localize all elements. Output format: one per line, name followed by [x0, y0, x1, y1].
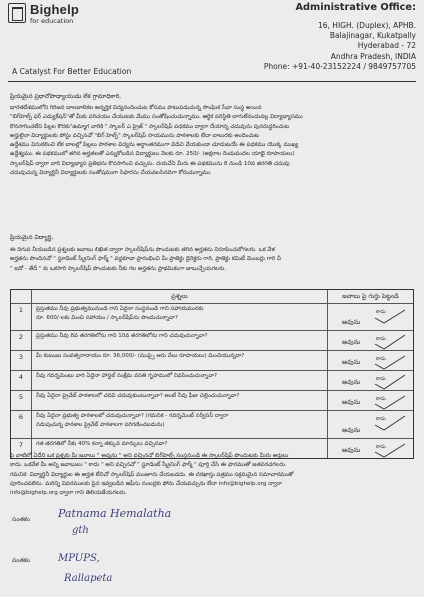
question-number: 4: [11, 371, 32, 390]
answer-no-option: కాదు: [376, 416, 386, 422]
paragraph-line: భారతదేశములోని గిరిజన బాలబాలికల అన్నర్హిక విద్యనందించుట కోసము పాటుపడుచున్న సొంఘిక సేవా సంస్థ అయిన: [10, 105, 262, 111]
handwritten-place-name: Rallapeta: [64, 573, 113, 584]
checkmark-icon: [372, 331, 408, 351]
question-line: నీవు గవర్నమెంటు వారి ఏదైనా హాస్టల్ సంక్షేమ వసతి గృహములో నివసించుచున్నావా?: [36, 373, 217, 379]
intro-paragraph: [10, 104, 414, 178]
paragraph-line: అర్హతను పొందినచో " స్టూడెంట్ స్క్రీనింగ్ ఫార్మ్ " వద్దకూడా ప్రారంభించి మీ ప్రాజెక్టు డైరెక్టరు గారి, ప్రాజెక్టు కమిటీ మెంబర్లు గారి వీ: [10, 256, 281, 263]
answer-cell[interactable]: [328, 331, 413, 350]
table-row: [11, 350, 413, 370]
book-logo-icon: [8, 3, 26, 23]
answer-no-option: కాదు: [376, 444, 386, 450]
checkmark-icon: [372, 411, 408, 431]
paragraph-line: కొనసాగించలేని పిల్లల కొరకు"ఉమ్మాగ వారికి " స్కాలర్ ఎ ప్రైజ్ " స్కాలర్‌షిప్ పధకము ద్వారా దేయాన్న చదువును పునరుద్ధరించుట: [10, 123, 290, 130]
answer-yes-option: అవును: [342, 398, 361, 406]
answer-yes-option: అవును: [342, 426, 361, 434]
handwritten-signature: Patnama Hemalatha: [58, 507, 172, 520]
question-number: 3: [11, 351, 32, 370]
answer-no-option: కాదు: [376, 396, 386, 402]
salutation-principal: ప్రియమైన ప్రధానోపాధ్యాయుడు లేక గ్రామాధికారి,: [10, 93, 122, 100]
handwritten-signature-initials: gth: [72, 525, 89, 536]
office-address-block: [226, 2, 416, 72]
paragraph-line: ఉద్దేశ్యము. ఈ పథకములో తగిన అర్హతలతో ఎన్నుకోబడిన విద్యార్థులు నెలకు రూ. 250/- (అక్షరాల రెండువందల యాభై రూపాయలు): [10, 151, 295, 158]
answer-cell[interactable]: [328, 411, 413, 438]
answer-yes-option: అవును: [342, 358, 361, 366]
answer-cell[interactable]: [328, 371, 413, 390]
table-row: [11, 303, 413, 330]
answer-yes-option: అవును: [342, 338, 361, 346]
signature-label: సంతకం: [12, 516, 31, 523]
logo-title: Bighelp: [30, 2, 80, 17]
question-number: 2: [11, 331, 32, 350]
note-paragraph: [10, 452, 414, 498]
question-text: [32, 371, 328, 390]
tagline: A Catalyst For Better Education: [12, 67, 132, 76]
salutation-student: ప్రియమైన విద్యార్థి,: [10, 234, 54, 241]
table-row: [11, 390, 413, 410]
question-number: 5: [11, 391, 32, 410]
table-header-questions: ప్రశ్నలు: [32, 290, 328, 303]
paragraph-line: అర్హులైనా విద్యార్థులకు పోస్టు వచ్చినచో "బిగ్ హెల్ప్" స్కాలర్‌షిప్ సాయమును పాఠశాలకు లేదా బాలురకు అందించుట: [10, 132, 259, 139]
paragraph-line: కాదు. ఒకవేళ మీ అన్ని జవాబులు " కాదు " అని వచ్చినచో " స్టూడెంట్ స్క్రీనింగ్ ఫార్మ్ " పూర్తి చేసి ఈ ఫారముతో జతపరచగలరు.: [10, 462, 287, 469]
checkmark-icon: [372, 351, 408, 371]
checkmark-icon: [372, 371, 408, 391]
answer-cell[interactable]: [328, 304, 413, 330]
student-paragraph: [10, 246, 414, 274]
table-row: [11, 370, 413, 390]
header-divider: [8, 81, 416, 82]
question-text: [32, 411, 328, 438]
answer-yes-option: అవును: [342, 378, 361, 386]
paragraph-line: స్కాలర్‌షిప్ ద్వారా వారి విద్యాభ్యాస ప్రతిభను కొనసాగించి వచ్చును. దయచేసి మీరు ఈ పథకమును 8 నుండి 10వ తరగతి చదువు: [10, 160, 290, 167]
checkmark-icon: [372, 304, 408, 324]
answer-no-option: కాదు: [376, 336, 386, 342]
question-line: ప్రస్తుతము నీవు ప్రభుత్వమునుండి గాని ఏదైనా సంస్థనుండి గాని సహాయమునకు: [36, 306, 204, 312]
table-header-row: [11, 290, 413, 303]
question-number: 6: [11, 411, 32, 438]
answer-cell[interactable]: [328, 351, 413, 370]
question-number: 7: [11, 439, 32, 458]
address-line: 16, HIGH. (Duplex), APHB.: [318, 21, 416, 30]
handwritten-school-name: MPUPS,: [58, 553, 100, 564]
question-line: నీవు ఏదైనా ప్రైవేట్ పాఠశాలలో చదివి చదువుకుంటున్నావా? అంటే నీవు ఫీజు చెల్లించుచున్నావా?: [36, 393, 240, 399]
table-header-num: [11, 290, 32, 303]
question-line: గత తరగతిలో నీకు 40% కన్నా తక్కువ మార్కులు వచ్చినవా?: [36, 441, 168, 447]
paragraph-line: చదువుచున్న విద్యార్థినీ విద్యార్థులకు సంతోషముగా సిఫారసు చేయవలసినదిగా కోరుచున్నాము.: [10, 170, 212, 177]
logo-subtitle: for education: [30, 17, 74, 25]
question-line: నడుపుచున్న పాఠశాల ప్రైవేట్ పాఠశాలగా పరిగణించబడును): [36, 422, 165, 428]
answer-no-option: కాదు: [376, 309, 386, 315]
question-line: రూ. 600/-లకు మించి సహాయం / స్కాలర్‌షిప్‌ను పొందుచున్నావా?: [36, 315, 178, 321]
paragraph-line: info@bighelp.org ద్వారా గాని తెలియజేయగలరు.: [10, 490, 127, 497]
checkmark-icon: [372, 391, 408, 411]
address-line: Balajinagar, Kukatpally: [329, 31, 416, 41]
question-text: [32, 391, 328, 410]
phone-line: Phone: +91-40-23152224 / 9849757705: [263, 61, 416, 71]
paragraph-line: ఉద్దేశము వినుకలించి లేక బాలల్లో పిల్లలు పాఠశాల విద్యను అర్ధాంతరముగా విడిచి వేయకుండా చూడుటయే ఈ పధకము యొక్క ముఖ్య: [10, 142, 299, 149]
table-row: [11, 410, 413, 438]
address-line: Andhra Pradesh, INDIA: [330, 51, 416, 61]
paragraph-line: పై వాటిలో ఏదేని ఒక ప్రశ్నకు మీ జవాబు " అవును " అని వచ్చినచో బిగ్‌హెల్ప్ సంస్థనుండి ఈ స్కాలర్‌షిప్ పొందుటకు మీరు అర్హులు: [10, 453, 289, 459]
paragraph-line: "బిగ్‌హెల్ప్ ఫర్ ఎడ్యుకేషన్"తో మీకు పరిచయం చేయుటకు మేము సంతోషించుచున్నాము. ఆర్థిక పరిస్థితి బాగులేనందువల్ల విద్యాభ్యాసము: [10, 114, 303, 121]
table-row: [11, 330, 413, 350]
question-line: నీవు ఏదైనా ప్రభుత్వ పాఠశాలలో చదువుచున్నావా? (గమనిక - గవర్నమెంట్ సర్వీసెస్ ద్వారా: [36, 413, 229, 419]
office-title: Administrative Office:: [295, 2, 416, 13]
address-line: Hyderabad - 72: [357, 41, 416, 51]
question-line: మీ కుటుంబ సంవత్సరాదాయం రూ. 36,000/- (ముప్పై ఆరు వేలు రూపాయలు) మించియున్నదా?: [36, 353, 245, 359]
signature-label: సంతకం: [12, 557, 31, 564]
question-line: ప్రస్తుతము నీవు 8వ తరగతిలోను గాని 10వ తరగతిలోను గాని చదువుచున్నావా?: [36, 333, 208, 339]
answer-no-option: కాదు: [376, 376, 386, 382]
eligibility-table: [10, 289, 414, 459]
paragraph-line: పూరించవలెను. మరిన్ని వివరములకు పైన ఇవ్వబడిన ఆఫీసు నంబర్లకు ఫోను చేయవచ్చును లేదా info@bighelp.org ద్వారా: [10, 480, 282, 487]
paragraph-line: ఈ దిగువ నీయబడిన ప్రశ్నలకు జవాబు లిఖిత ద్వారా స్కాలర్‌షిప్‌ను పొందుటకు తగిన అర్హతను నిరూపించుకోగలరు. ఒక వేళ: [10, 247, 275, 253]
question-text: [32, 331, 328, 350]
table-header-answer: జవాబు పై గుర్తు పెట్టండి: [342, 293, 399, 300]
answer-no-option: కాదు: [376, 356, 386, 362]
question-text: [32, 304, 328, 330]
question-number: 1: [11, 304, 32, 330]
question-text: [32, 351, 328, 370]
answer-yes-option: అవును: [342, 318, 361, 326]
paragraph-line: గమనిక: విద్యార్థినీ విద్యార్థుల ఈ అర్హత లేనిచో స్కాలర్‌షిప్ మంజూరు చేయబడదు. ఈ దరఖాస్తు పత్రము సక్రమమైన సమాచారముతో: [10, 471, 294, 478]
paragraph-line: " ఐదో - తేదీ " కు ఒకసారి స్కాలర్‌షిప్ పొందుటకు నీకు గల అర్హతను ప్రాథమికంగా జాబుచ్చేయగలరు.: [10, 265, 226, 272]
answer-yes-option: అవును: [342, 446, 361, 454]
answer-cell[interactable]: [328, 391, 413, 410]
